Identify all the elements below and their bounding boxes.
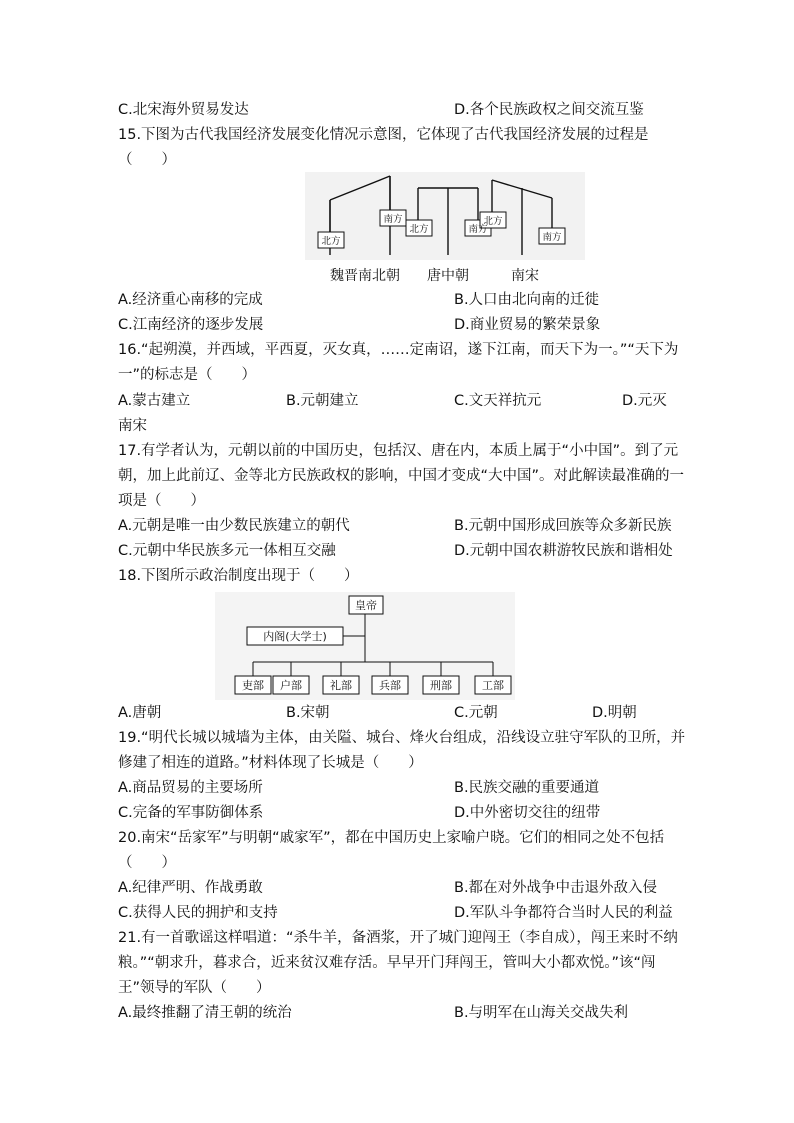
question-19-stem-cont: 修建了相连的道路。”材料体现了长城是（ ） [118, 755, 423, 771]
option-d: D.明朝 [592, 705, 637, 721]
period-label-3: 南宋 [511, 268, 539, 284]
option-d: D.元朝中国农耕游牧民族和谐相处 [454, 543, 673, 559]
option-d: D.元灭 [622, 393, 667, 409]
option-b: B.元朝中国形成回族等众多新民族 [454, 518, 672, 534]
south-label-3: 南方 [542, 232, 562, 243]
option-b: B.民族交融的重要通道 [454, 780, 600, 796]
option-d-cont: 南宋 [118, 418, 147, 434]
question-19-stem: 19.“明代长城以城墙为主体，由关隘、城台、烽火台组成，沿线设立驻守军队的卫所，并 [118, 730, 686, 746]
period-label-1: 魏晋南北朝 [330, 268, 400, 284]
option-d: D.军队斗争都符合当时人民的利益 [454, 905, 673, 921]
option-a: A.元朝是唯一由少数民族建立的朝代 [118, 518, 350, 534]
option-a: A.纪律严明、作战勇敢 [118, 880, 263, 896]
question-21-stem: 21.有一首歌谣这样唱道：“杀牛羊，备酒浆，开了城门迎闯王（李自成），闯王来时不纳 [118, 930, 678, 946]
option-a: A.商品贸易的主要场所 [118, 780, 263, 796]
option-c: C.完备的军事防御体系 [118, 805, 264, 821]
cabinet-label: 内阁(大学士) [263, 630, 327, 643]
question-18-stem: 18.下图所示政治制度出现于（ ） [118, 568, 359, 584]
south-label-2: 南方 [468, 224, 488, 235]
option-c: C.江南经济的逐步发展 [118, 317, 264, 333]
option-c: C.北宋海外贸易发达 [118, 102, 249, 118]
emperor-label: 皇帝 [355, 599, 377, 612]
option-b: B.宋朝 [286, 705, 330, 721]
north-label-2: 北方 [409, 224, 429, 235]
option-c: C.元朝中华民族多元一体相互交融 [118, 543, 336, 559]
option-a: A.经济重心南移的完成 [118, 292, 263, 308]
question-20-paren: （ ） [118, 855, 176, 871]
option-d: D.各个民族政权之间交流互鉴 [454, 102, 644, 118]
option-b: B.人口由北向南的迁徙 [454, 292, 600, 308]
economy-shift-diagram [300, 170, 600, 290]
option-b: B.都在对外战争中击退外敌入侵 [454, 880, 658, 896]
option-d: D.中外密切交往的纽带 [454, 805, 601, 821]
question-16-stem-cont: 一”的标志是（ ） [118, 367, 257, 383]
question-17-stem-cont: 朝，加上此前辽、金等北方民族政权的影响，中国才变成“大中国”。对此解读最准确的一 [118, 468, 685, 484]
ministry-label-2: 户部 [280, 679, 302, 692]
south-label-1: 南方 [383, 214, 403, 225]
question-15-stem: 15.下图为古代我国经济发展变化情况示意图，它体现了古代我国经济发展的过程是 [118, 127, 649, 143]
option-c: C.元朝 [454, 705, 498, 721]
question-16-stem: 16.“起朔漠，并西域，平西夏，灭女真，……定南诏，遂下江南，而天下为一。”“天下为 [118, 342, 679, 358]
ministry-label-3: 礼部 [330, 679, 352, 692]
north-label-3: 北方 [483, 216, 503, 227]
ministry-label-6: 工部 [482, 679, 504, 692]
question-15-paren: （ ） [118, 152, 176, 168]
option-c: C.获得人民的拥护和支持 [118, 905, 278, 921]
option-b: B.元朝建立 [286, 393, 359, 409]
option-a: A.蒙古建立 [118, 393, 191, 409]
ministry-label-1: 吏部 [242, 679, 264, 692]
question-17-stem-end: 项是（ ） [118, 493, 205, 509]
ministry-label-5: 刑部 [430, 679, 452, 692]
option-b: B.与明军在山海关交战失利 [454, 1005, 629, 1021]
question-17-stem: 17.有学者认为，元朝以前的中国历史，包括汉、唐在内，本质上属于“小中国”。到了元 [118, 443, 679, 459]
option-c: C.文天祥抗元 [454, 393, 542, 409]
question-21-stem-end: 王”领导的军队（ ） [118, 980, 271, 996]
ministry-label-4: 兵部 [379, 679, 401, 692]
question-21-stem-cont: 粮。”“朝求升，暮求合，近来贫汉难存活。早早开门拜闯王，管叫大小都欢悦。”该“闯 [118, 955, 656, 971]
north-label-1: 北方 [321, 236, 341, 247]
period-label-2: 唐中朝 [427, 268, 469, 284]
option-d: D.商业贸易的繁荣景象 [454, 317, 601, 333]
option-a: A.最终推翻了清王朝的统治 [118, 1005, 292, 1021]
option-a: A.唐朝 [118, 705, 162, 721]
ming-cabinet-diagram [215, 592, 515, 700]
question-20-stem: 20.南宋“岳家军”与明朝“戚家军”，都在中国历史上家喻户晓。它们的相同之处不包括 [118, 830, 665, 846]
